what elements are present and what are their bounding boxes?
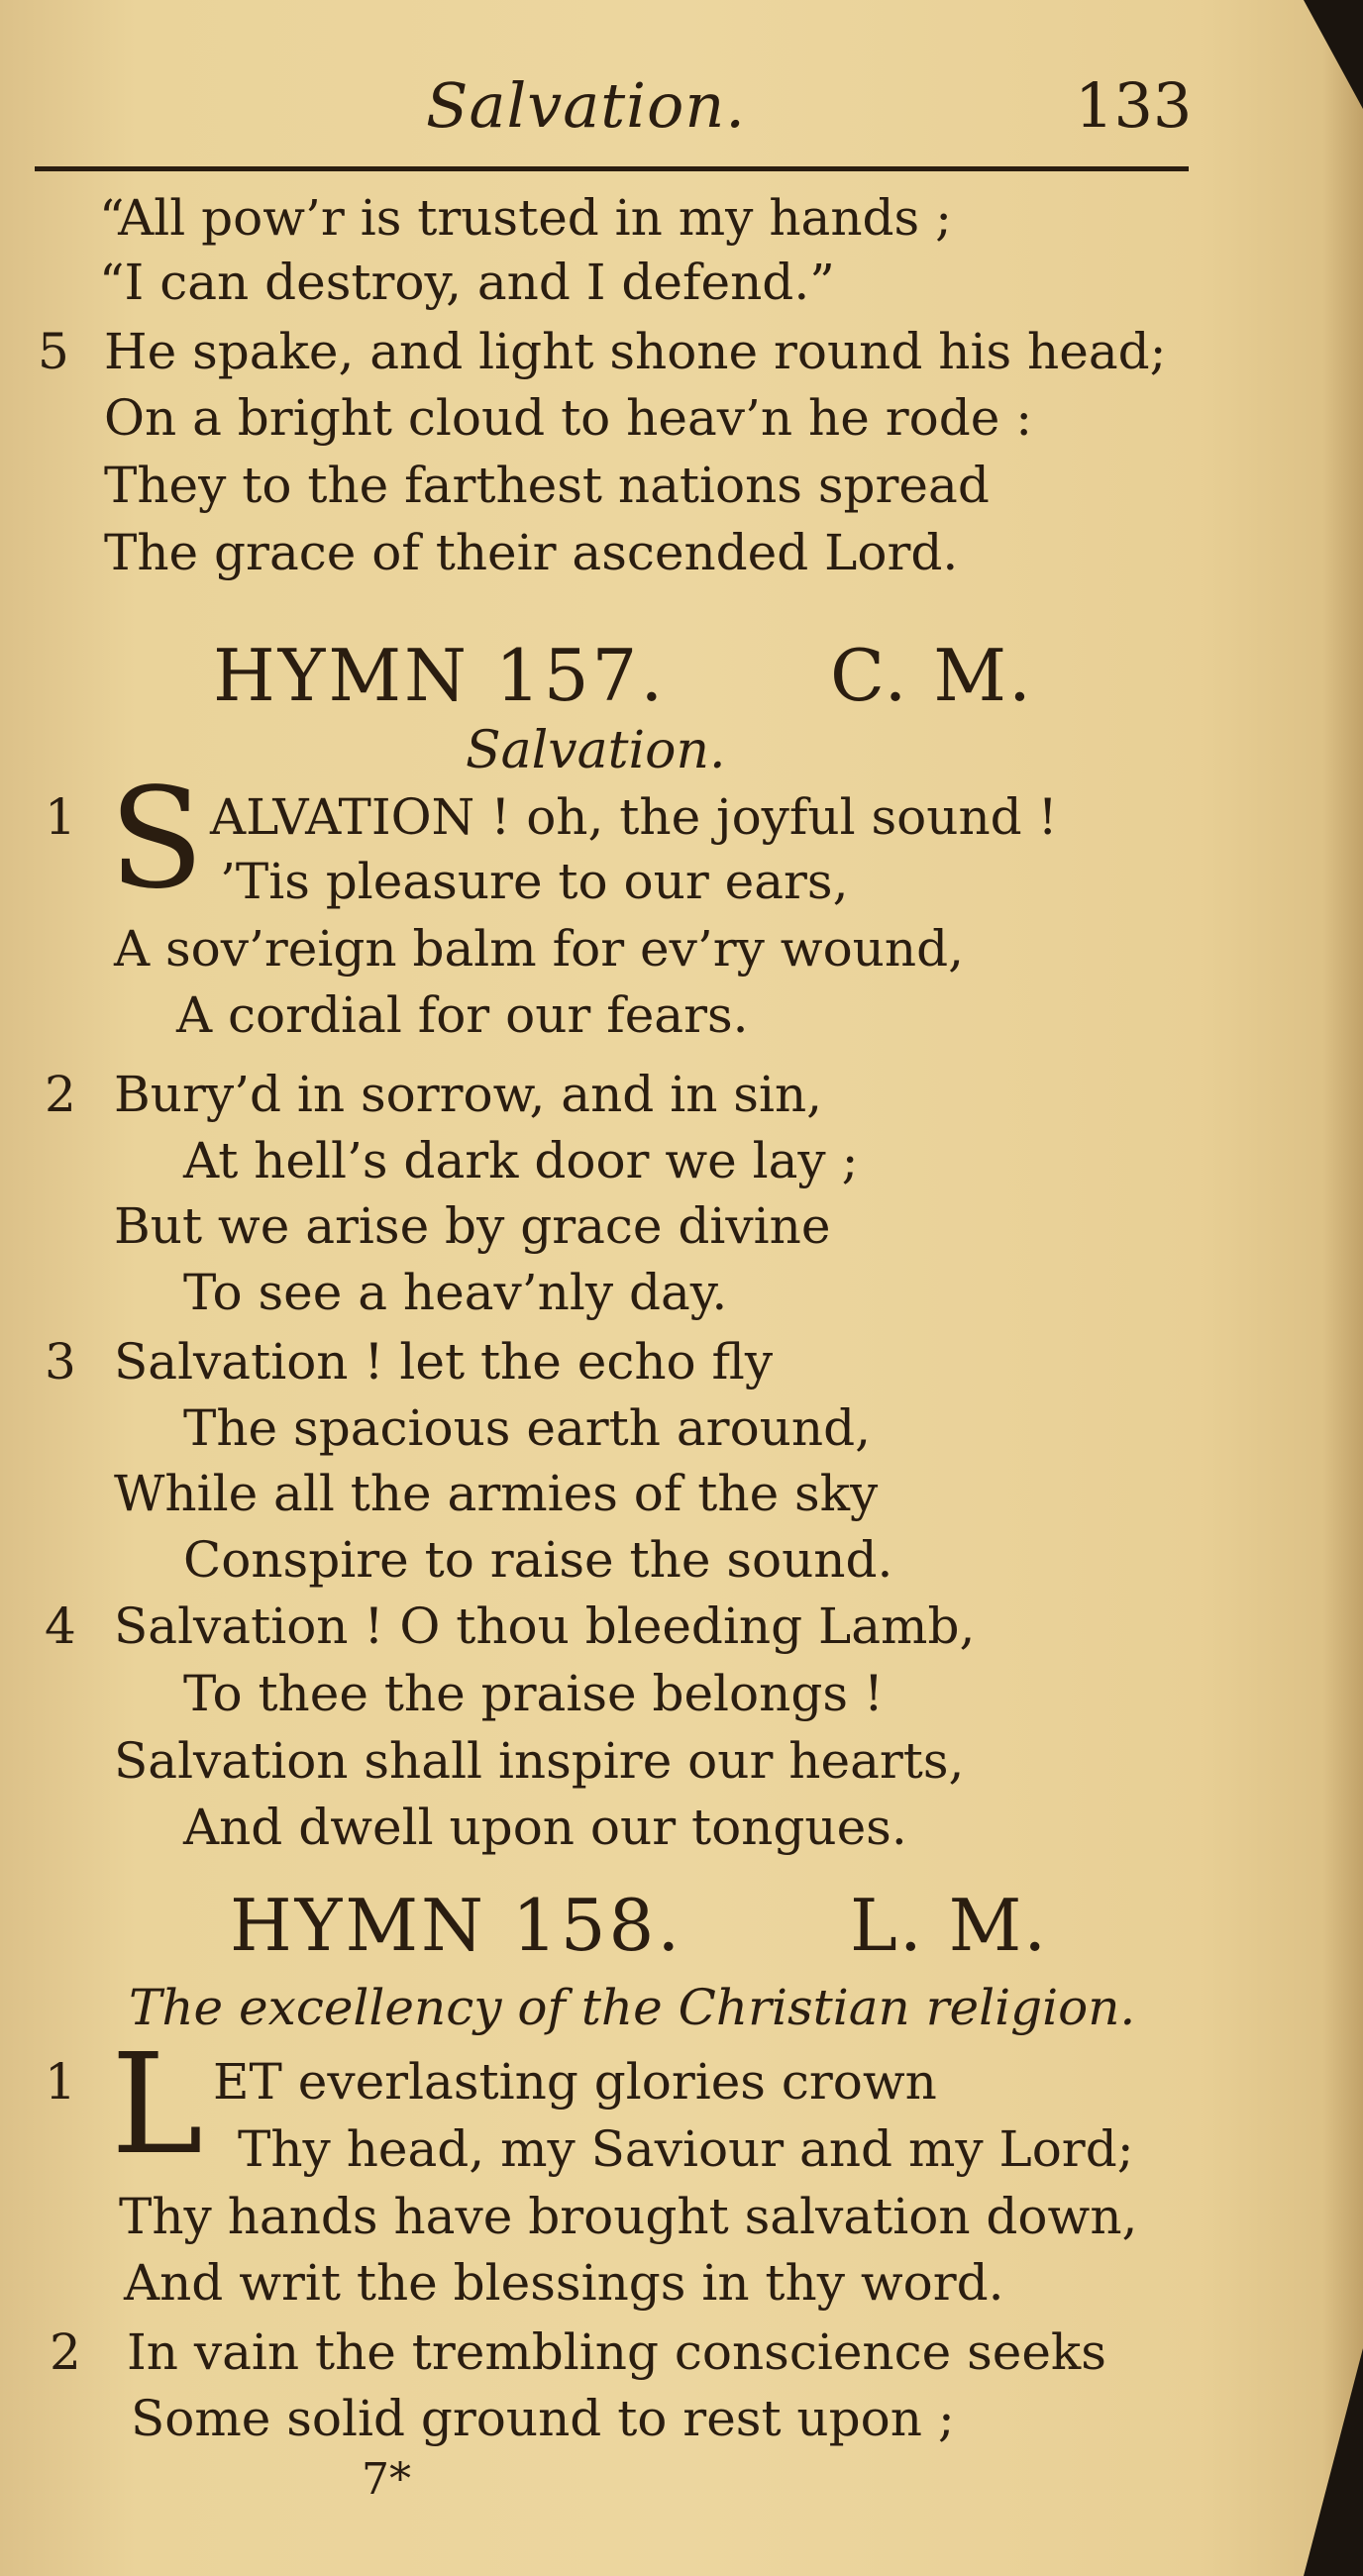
verse-line: The spacious earth around, — [183, 1399, 871, 1457]
verse-line: On a bright cloud to heav’n he rode : — [104, 389, 1033, 447]
hymn-subtitle: The excellency of the Christian religion. — [129, 1979, 1136, 2036]
verse-line: ’Tis pleasure to our ears, — [220, 853, 849, 910]
page-header — [0, 59, 1363, 149]
page-edge-shadow — [1323, 0, 1363, 2576]
verse-line: “I can destroy, and I defend.” — [99, 254, 835, 311]
drop-cap: S — [109, 759, 204, 920]
hymn-title: HYMN 158. — [230, 1884, 683, 1967]
stanza-number: 1 — [45, 788, 76, 846]
verse-line: Bury’d in sorrow, and in sin, — [114, 1066, 823, 1123]
verse-line: At hell’s dark door we lay ; — [183, 1132, 859, 1189]
verse-line: A sov’reign balm for ev’ry wound, — [114, 920, 964, 978]
hymn-meter: C. M. — [830, 634, 1033, 717]
verse-line: And writ the blessings in thy word. — [124, 2254, 1004, 2312]
verse-line: “All pow’r is trusted in my hands ; — [99, 189, 952, 247]
verse-line: To see a heav’nly day. — [183, 1264, 728, 1321]
background-corner-bottom — [1304, 2348, 1363, 2576]
hymn-subtitle: Salvation. — [466, 721, 726, 780]
verse-line: He spake, and light shone round his head; — [104, 323, 1167, 380]
header-rule — [35, 166, 1189, 171]
verse-line: Conspire to raise the sound. — [183, 1531, 893, 1589]
verse-line: Salvation ! O thou bleeding Lamb, — [114, 1597, 976, 1655]
stanza-number: 4 — [45, 1597, 76, 1655]
verse-line: In vain the trembling conscience seeks — [127, 2323, 1106, 2381]
hymn-title: HYMN 157. — [213, 634, 667, 717]
verse-line: But we arise by grace divine — [114, 1197, 831, 1255]
verse-line: Some solid ground to rest upon ; — [131, 2390, 955, 2447]
hymn-meter: L. M. — [850, 1884, 1049, 1967]
verse-line: A cordial for our fears. — [176, 986, 749, 1044]
running-title: Salvation. — [426, 69, 746, 142]
stanza-number: 2 — [50, 2323, 81, 2381]
verse-line: ET everlasting glories crown — [213, 2053, 937, 2111]
drop-cap: L — [111, 2024, 203, 2186]
page-number: 133 — [1075, 69, 1193, 142]
signature-mark: 7* — [362, 2454, 411, 2505]
verse-line: Thy hands have brought salvation down, — [119, 2188, 1138, 2245]
verse-line: While all the armies of the sky — [114, 1465, 879, 1522]
verse-line: ALVATION ! oh, the joyful sound ! — [210, 788, 1058, 846]
stanza-number: 2 — [45, 1066, 76, 1123]
verse-line: Salvation ! let the echo fly — [114, 1333, 774, 1391]
verse-line: Salvation shall inspire our hearts, — [114, 1732, 965, 1790]
stanza-number: 3 — [45, 1333, 76, 1391]
verse-line: The grace of their ascended Lord. — [104, 524, 959, 581]
stanza-number: 5 — [38, 323, 69, 380]
verse-line: And dwell upon our tongues. — [183, 1799, 907, 1856]
stanza-number: 1 — [45, 2053, 76, 2111]
verse-line: To thee the praise belongs ! — [183, 1665, 885, 1722]
verse-line: They to the farthest nations spread — [104, 457, 990, 514]
verse-line: Thy head, my Saviour and my Lord; — [238, 2120, 1134, 2178]
